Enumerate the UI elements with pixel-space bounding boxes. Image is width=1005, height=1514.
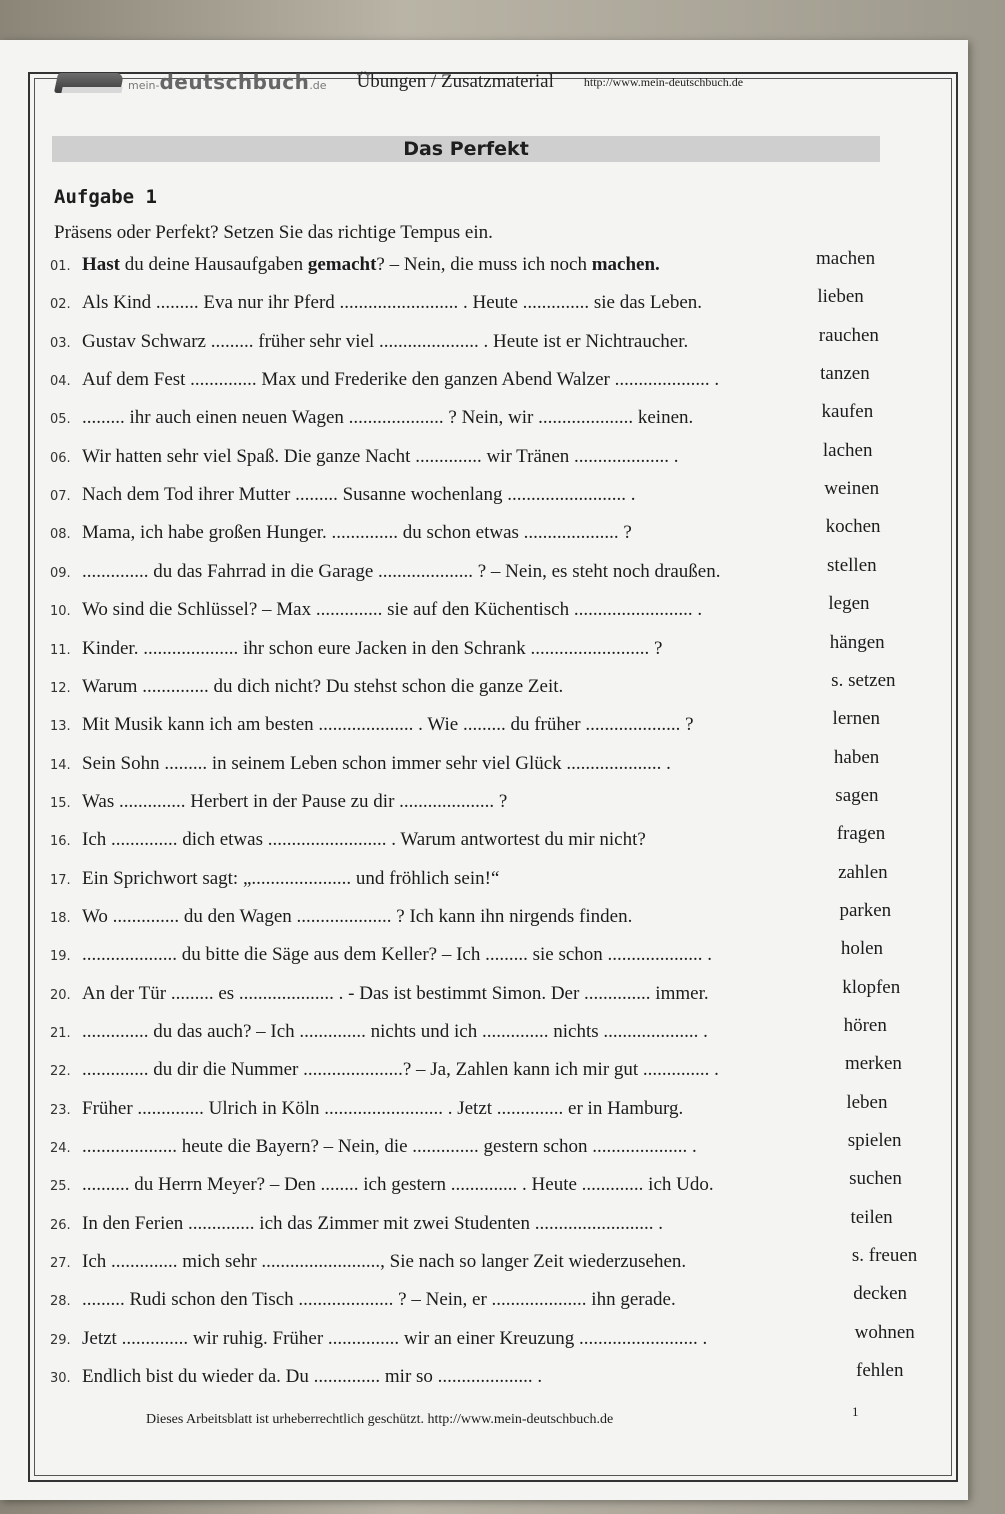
exercise-number: 26.	[50, 1217, 71, 1233]
exercise-number: 23.	[50, 1102, 71, 1118]
exercise-verb: spielen	[847, 1130, 902, 1152]
exercise-sentence: Ein Sprichwort sagt: „..................... und fröhlich sein!“	[82, 867, 500, 889]
exercise-verb: stellen	[827, 554, 877, 576]
exercise-item	[50, 746, 920, 783]
exercise-verb: fragen	[836, 823, 886, 845]
footer-copyright: Dieses Arbeitsblatt ist urheberrechtlich geschützt. http://www.mein-deutschbuch.de	[146, 1412, 614, 1427]
exercise-sentence: Auf dem Fest .............. Max und Frederike den ganzen Abend Walzer .................... .	[82, 369, 720, 391]
exercise-sentence: Sein Sohn ......... in seinem Leben schon immer sehr viel Glück .................... .	[82, 752, 671, 774]
exercise-verb: hören	[843, 1015, 887, 1036]
exercise-number: 29.	[50, 1332, 71, 1348]
task-instructions: Präsens oder Perfekt? Setzen Sie das richtige Tempus ein.	[54, 222, 493, 243]
exercise-sentence: Ich .............. dich etwas ......................... . Warum antwortest du mir nicht?	[82, 829, 646, 851]
exercise-number: 11.	[50, 642, 71, 658]
exercise-sentence: Ich .............. mich sehr ........................., Sie nach so langer Zeit wiederzusehen.	[82, 1251, 687, 1273]
exercise-item	[50, 708, 920, 744]
exercise-item	[50, 1360, 920, 1396]
exercise-number: 28.	[50, 1294, 71, 1310]
exercise-verb: klopfen	[842, 976, 901, 998]
exercise-number: 18.	[50, 910, 71, 926]
exercise-item	[50, 401, 920, 437]
exercise-sentence: Wo sind die Schlüssel? – Max .............. sie auf den Küchentisch ......................... .	[82, 599, 703, 621]
exercise-sentence: .................... heute die Bayern? – Nein, die .............. gestern schon .................... .	[82, 1136, 697, 1158]
exercise-number: 30.	[50, 1371, 71, 1387]
exercise-number: 21.	[50, 1026, 71, 1041]
exercise-verb: fehlen	[856, 1360, 904, 1382]
exercise-item	[50, 631, 920, 668]
exercise-item	[50, 1321, 920, 1358]
exercise-number: 07.	[50, 489, 71, 505]
exercise-sentence: In den Ferien .............. ich das Zimmer mit zwei Studenten ......................... .	[82, 1212, 663, 1234]
exercise-number: 12.	[50, 680, 71, 696]
exercise-sentence: Warum .............. du dich nicht? Du stehst schon die ganze Zeit.	[82, 675, 564, 697]
exercise-number: 02.	[50, 297, 71, 313]
exercise-item	[50, 516, 920, 552]
exercise-number: 09.	[50, 565, 71, 581]
exercise-verb: haben	[833, 746, 880, 768]
exercise-number: 01.	[50, 259, 71, 274]
exercise-sentence: ......... ihr auch einen neuen Wagen .................... ? Nein, wir .................... keinen.	[82, 407, 694, 429]
exercise-item	[50, 784, 920, 821]
exercise-item	[50, 976, 920, 1013]
header-subtitle: Übungen / Zusatzmaterial	[356, 71, 554, 92]
exercise-number: 20.	[50, 987, 71, 1003]
exercise-number: 03.	[50, 335, 71, 351]
exercise-number: 05.	[50, 412, 71, 428]
exercise-item	[50, 478, 920, 514]
exercise-verb: rauchen	[818, 324, 879, 346]
exercise-item	[50, 669, 920, 706]
exercise-item	[50, 938, 920, 974]
exercise-item	[50, 593, 920, 629]
exercise-number: 17.	[50, 872, 71, 888]
exercise-sentence: Wir hatten sehr viel Spaß. Die ganze Nacht .............. wir Tränen .................... .	[82, 445, 679, 467]
exercise-verb: legen	[828, 593, 870, 615]
exercise-verb: merken	[844, 1053, 902, 1075]
exercise-verb: hängen	[829, 631, 885, 653]
exercise-item	[50, 554, 920, 591]
exercise-number: 22.	[50, 1064, 71, 1080]
exercise-verb: machen	[816, 248, 876, 269]
exercise-verb: wohnen	[854, 1321, 915, 1343]
exercise-verb: kaufen	[821, 401, 874, 423]
exercise-item	[50, 861, 920, 898]
exercise-verb: leben	[846, 1091, 888, 1113]
exercise-sentence: An der Tür ......... es .................... . - Das ist bestimmt Simon. Der .............. immer.	[82, 982, 709, 1004]
exercise-item	[50, 1245, 920, 1281]
exercise-sentence: .................... du bitte die Säge aus dem Keller? – Ich ......... sie schon .................... .	[82, 944, 713, 966]
exercise-item	[50, 1130, 920, 1166]
exercise-sentence: Nach dem Tod ihrer Mutter ......... Susanne wochenlang ......................... .	[82, 484, 636, 506]
exercise-sentence: .......... du Herrn Meyer? – Den ........ ich gestern .............. . Heute ............. ich Udo.	[82, 1174, 714, 1196]
exercise-verb: s. freuen	[851, 1245, 918, 1267]
exercise-sentence: Wo .............. du den Wagen .................... ? Ich kann ihn nirgends finden.	[82, 905, 633, 927]
exercise-item	[50, 439, 920, 476]
exercise-number: 04.	[50, 374, 71, 390]
exercise-sentence: Was .............. Herbert in der Pause zu dir .................... ?	[82, 790, 508, 812]
exercise-verb: lachen	[822, 439, 873, 461]
exercise-sentence: Jetzt .............. wir ruhig. Früher ............... wir an einer Kreuzung ......................... .	[82, 1327, 708, 1349]
exercise-verb: holen	[840, 938, 884, 960]
site-logo: mein-deutschbuch.de	[128, 70, 327, 94]
exercise-sentence: Mama, ich habe großen Hunger. .............. du schon etwas .................... ?	[82, 522, 632, 544]
exercise-number: 10.	[50, 604, 71, 620]
exercise-verb: lieben	[817, 286, 864, 308]
exercise-item	[50, 823, 920, 859]
exercise-item	[50, 286, 920, 322]
exercise-verb: tanzen	[820, 363, 870, 385]
page-title: Das Perfekt	[52, 136, 880, 162]
exercise-verb: parken	[839, 899, 892, 921]
exercise-verb: lernen	[832, 708, 881, 730]
exercise-item	[50, 1168, 920, 1204]
exercise-sentence: ......... Rudi schon den Tisch .................... ? – Nein, er .................... ihn gerade.	[82, 1289, 676, 1311]
exercise-number: 24.	[50, 1141, 71, 1157]
exercise-number: 27.	[50, 1256, 71, 1272]
exercise-number: 16.	[50, 834, 71, 850]
exercise-number: 06.	[50, 450, 71, 466]
exercise-item	[50, 1091, 920, 1128]
exercise-sentence: Kinder. .................... ihr schon eure Jacken in den Schrank ......................... ?	[82, 637, 663, 659]
exercise-sentence: .............. du das auch? – Ich .............. nichts und ich .............. nichts .................... .	[82, 1021, 708, 1042]
worksheet-header	[56, 62, 876, 102]
exercise-sentence: .............. du dir die Nummer .....................? – Ja, Zahlen kann ich mir gut .............. .	[82, 1059, 719, 1081]
exercise-sentence: Gustav Schwarz ......... früher sehr viel ..................... . Heute ist er Nichtraucher.	[82, 330, 689, 352]
exercise-verb: s. setzen	[831, 669, 896, 691]
exercise-item	[50, 1015, 920, 1051]
exercise-number: 25.	[50, 1179, 71, 1195]
book-logo-icon	[56, 67, 126, 97]
exercise-item	[50, 1283, 920, 1319]
exercise-sentence: Als Kind ......... Eva nur ihr Pferd ......................... . Heute .............. sie das Leben.	[82, 292, 703, 314]
exercise-verb: zahlen	[838, 861, 888, 883]
exercise-verb: decken	[853, 1283, 908, 1305]
exercise-item	[50, 1206, 920, 1243]
exercise-verb: teilen	[850, 1206, 893, 1228]
exercise-verb: weinen	[824, 478, 880, 500]
exercise-item	[50, 324, 920, 361]
page-number: 1	[852, 1404, 859, 1419]
exercise-item	[50, 899, 920, 936]
exercise-item	[50, 1053, 920, 1089]
exercise-number: 19.	[50, 949, 71, 965]
exercise-item	[50, 363, 920, 399]
exercise-item	[50, 248, 920, 284]
exercise-number: 13.	[50, 719, 71, 735]
exercise-sentence: Mit Musik kann ich am besten .................... . Wie ......... du früher .................... ?	[82, 714, 694, 736]
task-title: Aufgabe 1	[54, 186, 157, 208]
exercise-number: 15.	[50, 795, 71, 811]
exercise-number: 08.	[50, 527, 71, 543]
exercise-sentence: Früher .............. Ulrich in Köln ......................... . Jetzt .............. er in Hamburg.	[82, 1097, 684, 1119]
exercise-verb: sagen	[835, 784, 879, 806]
exercise-verb: kochen	[825, 516, 881, 538]
exercise-sentence: Endlich bist du wieder da. Du .............. mir so .................... .	[82, 1366, 543, 1388]
header-url: http://www.mein-deutschbuch.de	[583, 74, 744, 89]
exercise-sentence: Hast du deine Hausaufgaben gemacht? – Nein, die muss ich noch machen.	[82, 254, 660, 275]
exercise-number: 14.	[50, 757, 71, 773]
exercise-verb: suchen	[849, 1168, 902, 1190]
exercise-sentence: .............. du das Fahrrad in die Garage .................... ? – Nein, es steht noch draußen.	[82, 560, 721, 582]
